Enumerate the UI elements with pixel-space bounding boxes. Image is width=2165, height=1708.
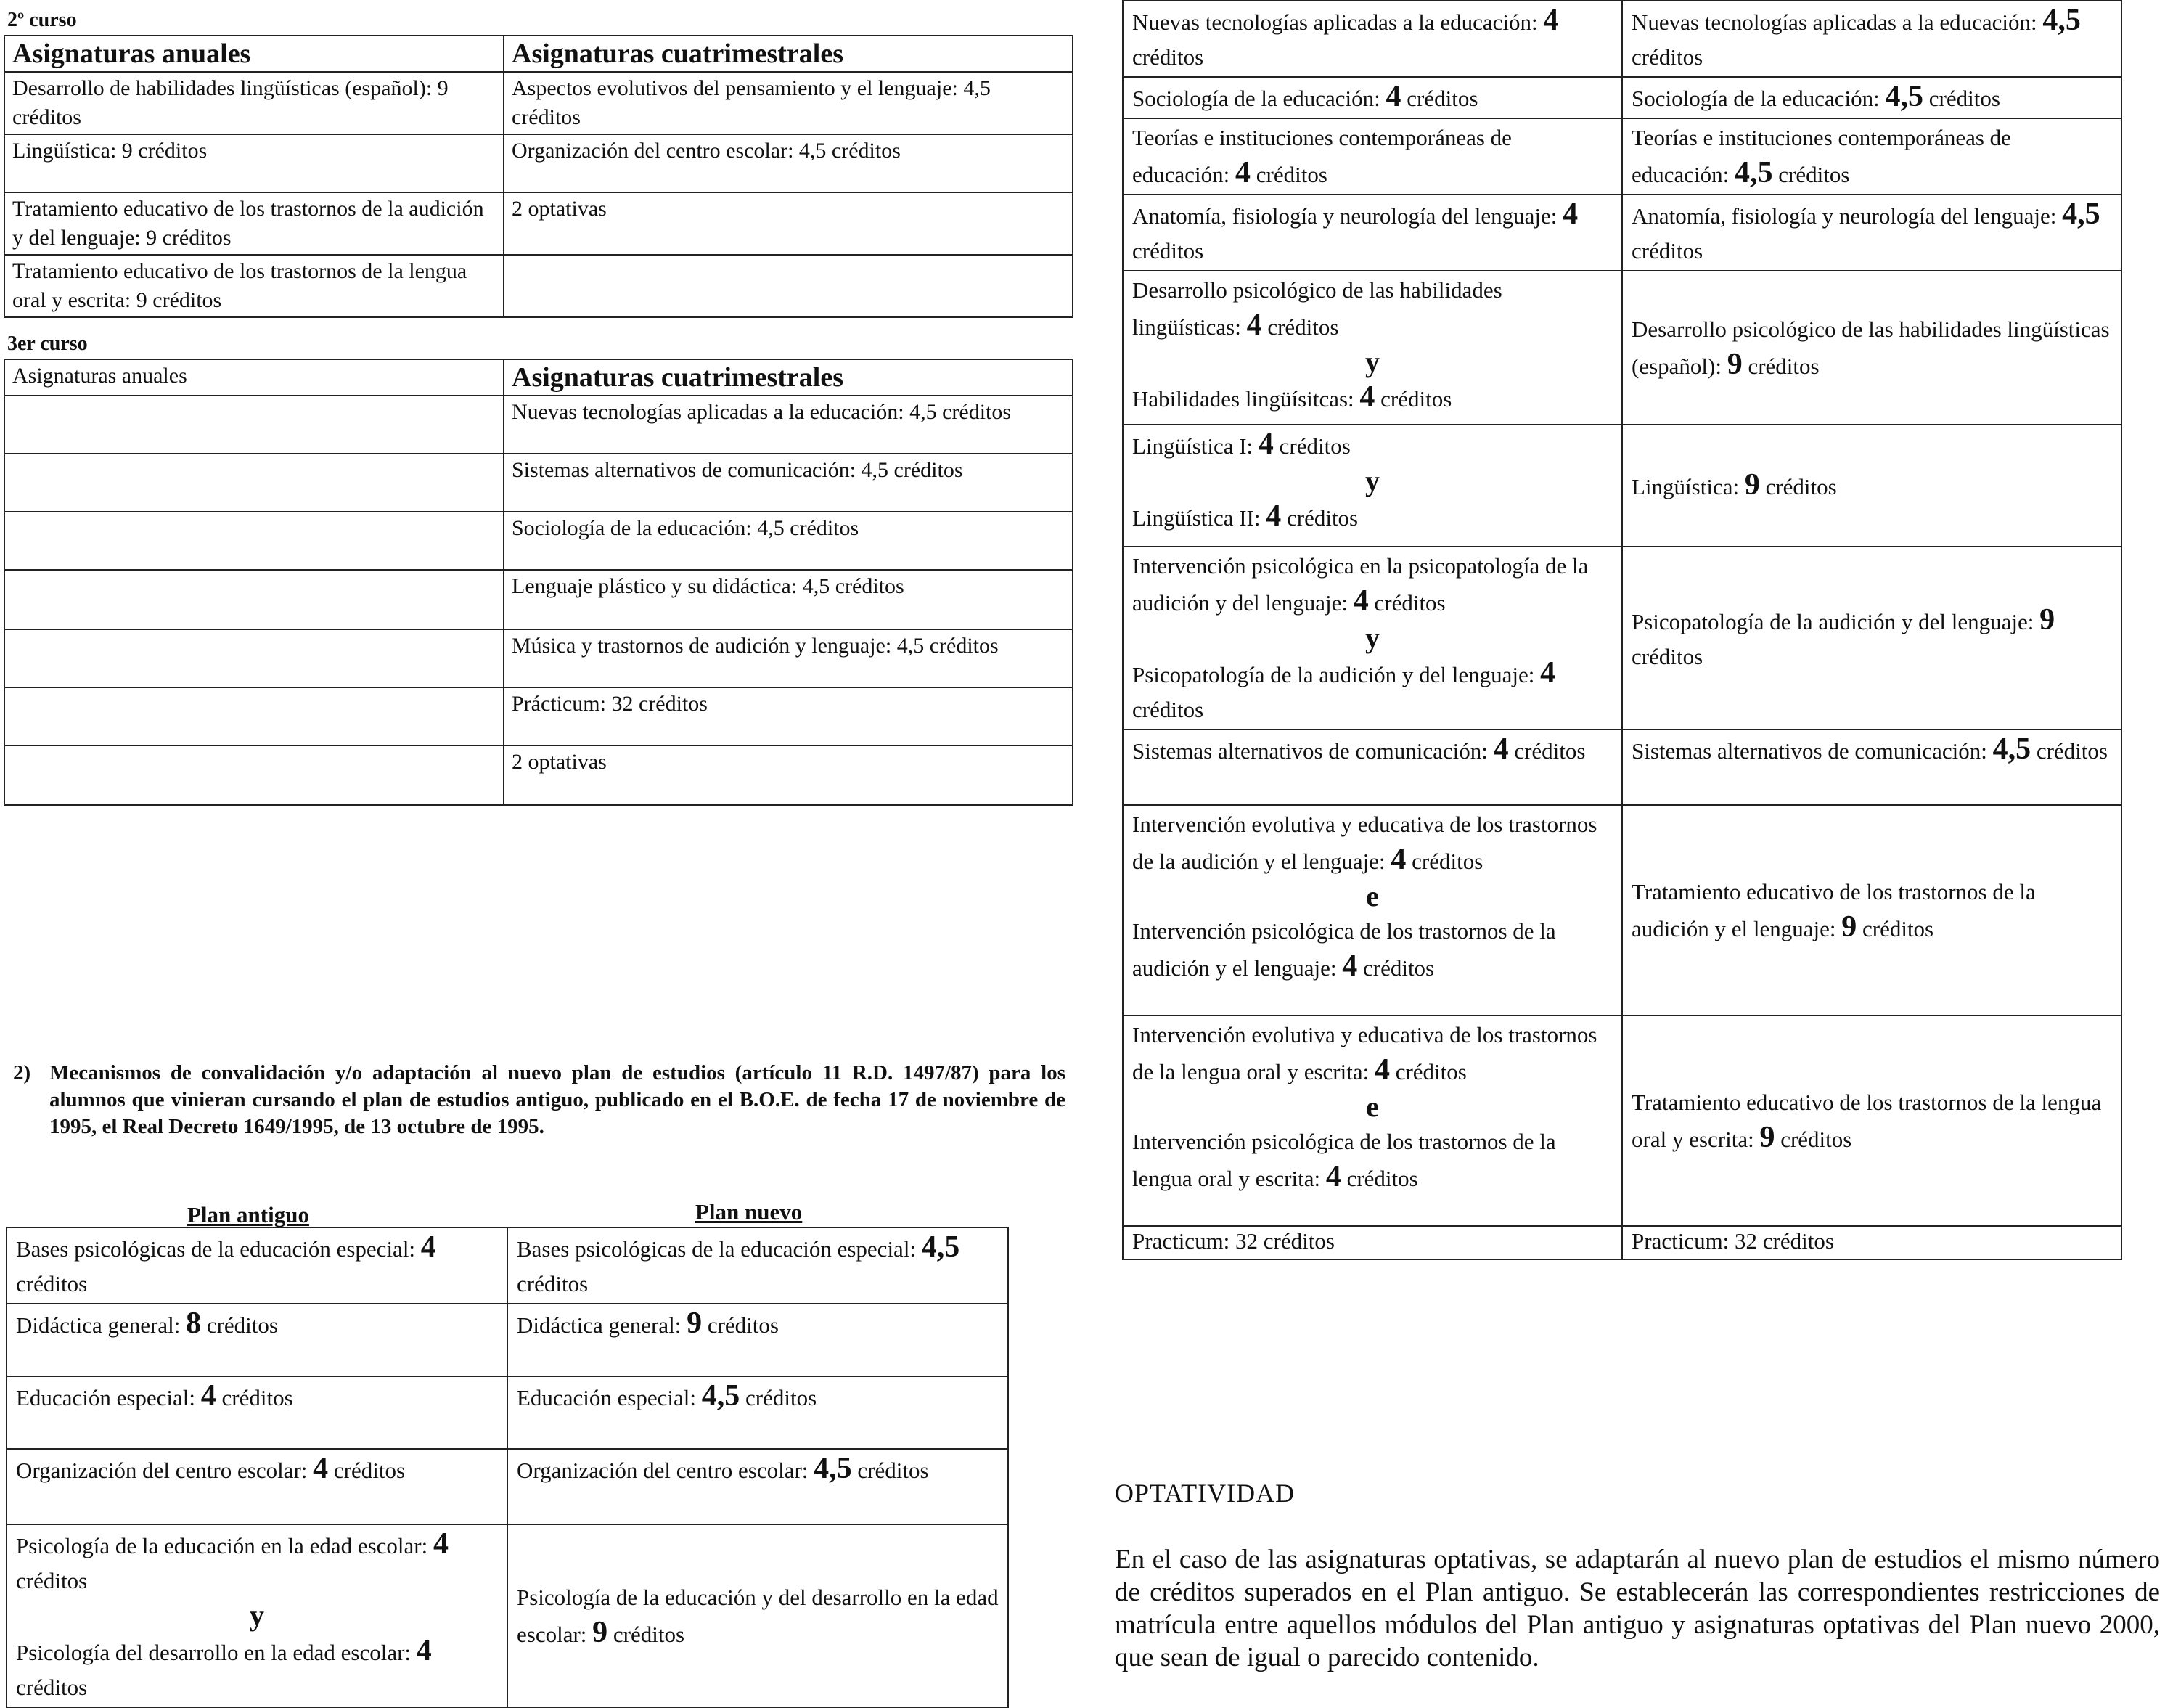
- plan-nuevo-cell: Practicum: 32 créditos: [1622, 1226, 2121, 1259]
- subject-entry: [1632, 79, 2112, 116]
- credit-value: 4: [313, 1452, 329, 1485]
- subject-name: Teorías e instituciones contemporáneas de educación:: [1632, 125, 2011, 187]
- subject-name: Lingüística II:: [1132, 505, 1266, 531]
- credit-unit: créditos: [2031, 738, 2108, 764]
- credit-unit: créditos: [1132, 697, 1204, 722]
- table-cell: Sociología de la educación: 4,5 créditos: [504, 512, 1073, 570]
- table-cell: Sistemas alternativos de comunicación: 4,5 créditos: [504, 454, 1073, 512]
- table-row: [7, 1376, 1008, 1449]
- subject-name: Anatomía, fisiología y neurología del lenguaje:: [1632, 203, 2063, 229]
- credit-value: 4: [1266, 499, 1282, 533]
- credit-value: 9: [1759, 1120, 1775, 1154]
- table-cell: Tratamiento educativo de los trastornos de la lengua oral y escrita: 9 créditos: [4, 255, 504, 317]
- table-row: [4, 192, 1073, 255]
- credit-unit: créditos: [1406, 849, 1483, 874]
- curso3-title: 3er curso: [7, 332, 88, 355]
- subject-entry: [517, 1306, 999, 1343]
- curso2-header-anuales: Asignaturas anuales: [4, 36, 504, 72]
- table-cell: Desarrollo de habilidades lingüísticas (español): 9 créditos: [4, 72, 504, 134]
- subject-name: Psicología del desarrollo en la edad escolar:: [16, 1640, 417, 1665]
- table-row: [1123, 425, 2121, 547]
- table-cell: 2 optativas: [504, 745, 1073, 805]
- credit-unit: créditos: [1357, 955, 1435, 981]
- credit-unit: créditos: [1775, 1126, 1852, 1152]
- plan-antiguo-cell: [7, 1376, 507, 1449]
- table-cell: [4, 570, 504, 629]
- convalidation-table-right: [1122, 0, 2122, 1260]
- subject-entry: [1132, 3, 1613, 75]
- plan-antiguo-cell: [7, 1524, 507, 1707]
- subject-entry: [1132, 79, 1613, 116]
- subject-entry: [1632, 197, 2112, 269]
- credit-unit: créditos: [1632, 238, 1703, 263]
- credit-value: 4: [420, 1230, 436, 1264]
- subject-name: Psicopatología de la audición y del lenguaje:: [1632, 608, 2040, 634]
- table-row: [1123, 118, 2121, 195]
- subject-name: Intervención evolutiva y educativa de los trastornos de la audición y el lenguaje:: [1132, 812, 1597, 874]
- table-row: [7, 1449, 1008, 1524]
- subject-name: Lingüística:: [1632, 473, 1745, 499]
- subject-name: Organización del centro escolar:: [16, 1458, 314, 1483]
- credit-value: 4: [200, 1379, 216, 1413]
- credit-unit: créditos: [1389, 1059, 1467, 1084]
- subject-entry: [1132, 427, 1613, 464]
- subject-name: Sociología de la educación:: [1632, 86, 1886, 111]
- plan-nuevo-cell: [507, 1376, 1008, 1449]
- credit-unit: créditos: [328, 1458, 406, 1483]
- subject-name: Lingüística I:: [1132, 433, 1259, 459]
- table-cell: [4, 745, 504, 805]
- table-row: [4, 134, 1073, 192]
- credit-value: 4: [1258, 428, 1274, 461]
- subject-entry: [517, 1580, 999, 1652]
- plan-nuevo-cell: [1622, 730, 2121, 805]
- credit-unit: créditos: [216, 1385, 293, 1410]
- subject-name: Psicopatología de la audición y del lenguaje:: [1132, 662, 1541, 687]
- subject-entry: [1132, 549, 1613, 621]
- credit-unit: créditos: [201, 1312, 278, 1338]
- credit-unit: créditos: [517, 1271, 589, 1296]
- section2-text: Mecanismos de convalidación y/o adaptación al nuevo plan de estudios (artículo 11 R.D. 1497/87) para los alumnos que vinieran cursando el plan de estudios antiguo, publicado en el B.O.E. de fecha 17 de noviembre de 1995, el Real Decreto 1649/1995, de 13 octubre de 1995.: [49, 1061, 1065, 1138]
- subject-entry: [1632, 1085, 2112, 1157]
- credit-unit: créditos: [1632, 44, 1703, 70]
- subject-entry: [1132, 197, 1613, 269]
- subject-name: Sistemas alternativos de comunicación:: [1132, 738, 1494, 764]
- subject-entry: [517, 1378, 999, 1415]
- table-cell: Música y trastornos de audición y lenguaje: 4,5 créditos: [504, 629, 1073, 687]
- subject-name: Desarrollo psicológico de las habilidades lingüísticas (español):: [1632, 316, 2110, 379]
- credit-unit: créditos: [1923, 86, 2000, 111]
- table-cell: Tratamiento educativo de los trastornos de la audición y del lenguaje: 9 créditos: [4, 192, 504, 255]
- table-cell: 2 optativas: [504, 192, 1073, 255]
- subject-entry: [1132, 273, 1613, 345]
- subject-name: Educación especial:: [16, 1385, 201, 1410]
- plan-nuevo-cell: [1622, 547, 2121, 730]
- conjunction: y: [1365, 621, 1380, 654]
- subject-name: Educación especial:: [517, 1385, 702, 1410]
- table-row: [4, 570, 1073, 629]
- table-cell: Nuevas tecnologías aplicadas a la educación: 4,5 créditos: [504, 396, 1073, 454]
- subject-entry: [517, 1230, 999, 1302]
- plan-nuevo-cell: [507, 1304, 1008, 1376]
- credit-value: 4: [416, 1634, 432, 1667]
- convalidation-table-left: [6, 1227, 1009, 1708]
- plan-nuevo-cell: [507, 1449, 1008, 1524]
- subject-name: Bases psicológicas de la educación especial:: [16, 1236, 421, 1262]
- table-row: [1123, 1016, 2121, 1226]
- subject-name: Didáctica general:: [16, 1312, 187, 1338]
- header-plan-antiguo: Plan antiguo: [187, 1202, 309, 1227]
- optatividad-text: En el caso de las asignaturas optativas, se adaptarán al nuevo plan de estudios el mismo número de créditos superados en el Plan antiguo. Se establecerán las correspondientes restricciones de matrícula entre aquellos módulos del Plan antiguo y asignaturas optativas del Plan nuevo 2000, que sean de igual o parecido contenido.: [1115, 1545, 2160, 1672]
- credit-unit: créditos: [1759, 473, 1837, 499]
- plan-nuevo-cell: [1622, 805, 2121, 1016]
- plan-antiguo-cell: [1123, 77, 1622, 118]
- plan-antiguo-cell: [1123, 1016, 1622, 1226]
- credit-value: 4: [1563, 197, 1579, 231]
- plan-nuevo-cell: [1622, 77, 2121, 118]
- plan-antiguo-cell: [1123, 547, 1622, 730]
- conjunction: y: [250, 1599, 264, 1632]
- credit-value: 4,5: [921, 1230, 960, 1264]
- table-cell: Lenguaje plástico y su didáctica: 4,5 créditos: [504, 570, 1073, 629]
- credit-value: 4: [1540, 656, 1556, 690]
- subject-name: Intervención psicológica de los trastornos de la lengua oral y escrita:: [1132, 1129, 1556, 1191]
- curso2-table: [4, 35, 1073, 318]
- subject-entry: [16, 1633, 498, 1705]
- table-row: [1123, 547, 2121, 730]
- plan-antiguo-cell: [1123, 118, 1622, 195]
- table-cell: Lingüística: 9 créditos: [4, 134, 504, 192]
- credit-value: 9: [1841, 910, 1857, 944]
- plan-antiguo-cell: [1123, 195, 1622, 271]
- credit-unit: créditos: [1132, 238, 1204, 263]
- subject-name: Anatomía, fisiología y neurología del lenguaje:: [1132, 203, 1563, 229]
- conjunction: e: [1366, 880, 1379, 912]
- subject-name: Nuevas tecnologías aplicadas a la educación:: [1132, 9, 1544, 35]
- credit-unit: créditos: [1375, 386, 1452, 412]
- credit-value: 9: [1727, 347, 1743, 381]
- table-row: [4, 687, 1073, 745]
- credit-value: 4: [1353, 584, 1369, 618]
- subject-entry: [1632, 312, 2112, 384]
- subject-name: Bases psicológicas de la educación especial:: [517, 1236, 922, 1262]
- credit-value: 9: [1744, 467, 1760, 502]
- credit-value: 4: [1493, 732, 1509, 766]
- plan-nuevo-cell: [1622, 118, 2121, 195]
- section2-number: 2): [13, 1061, 31, 1084]
- curso3-header-cuatrimestrales: Asignaturas cuatrimestrales: [504, 359, 1073, 396]
- credit-value: 4: [1359, 380, 1375, 414]
- subject-entry: [1132, 1124, 1613, 1196]
- credit-value: 9: [687, 1307, 703, 1340]
- subject-name: Desarrollo psicológico de las habilidades lingüísticas:: [1132, 277, 1502, 340]
- credit-value: 8: [186, 1307, 202, 1340]
- subject-entry: [16, 1451, 498, 1488]
- credit-unit: créditos: [1132, 44, 1204, 70]
- subject-name: Didáctica general:: [517, 1312, 687, 1338]
- subject-name: Psicología de la educación y del desarrollo en la edad escolar:: [517, 1584, 999, 1647]
- table-row: [4, 255, 1073, 317]
- subject-entry: [1632, 467, 2112, 504]
- curso3-table: [4, 359, 1073, 806]
- subject-entry: [16, 1378, 498, 1415]
- plan-nuevo-cell: [1622, 1016, 2121, 1226]
- subject-name: Teorías e instituciones contemporáneas de educación:: [1132, 125, 1512, 187]
- table-cell: [4, 512, 504, 570]
- subject-name: Sistemas alternativos de comunicación:: [1632, 738, 1993, 764]
- credit-value: 4: [1235, 156, 1251, 189]
- subject-entry: [1632, 875, 2112, 947]
- optatividad-title: OPTATIVIDAD: [1115, 1479, 1296, 1508]
- credit-value: 4,5: [1992, 732, 2031, 766]
- credit-value: 4: [1374, 1053, 1390, 1087]
- credit-value: 4,5: [2062, 197, 2100, 231]
- credit-value: 4: [1342, 949, 1358, 983]
- subject-entry: [1632, 3, 2112, 75]
- credit-value: 4,5: [1735, 156, 1773, 189]
- credit-value: 9: [2039, 602, 2055, 637]
- table-row: [4, 454, 1073, 512]
- table-cell: [4, 396, 504, 454]
- credit-value: 4,5: [701, 1379, 740, 1413]
- table-cell: Aspectos evolutivos del pensamiento y el lenguaje: 4,5 créditos: [504, 72, 1073, 134]
- credit-unit: créditos: [1281, 505, 1359, 531]
- credit-unit: créditos: [16, 1568, 88, 1593]
- credit-unit: créditos: [1261, 314, 1339, 340]
- subject-entry: [517, 1451, 999, 1488]
- credit-value: 4: [1543, 4, 1559, 37]
- subject-name: Intervención psicológica en la psicopatología de la audición y del lenguaje:: [1132, 553, 1589, 616]
- plan-antiguo-cell: [1123, 805, 1622, 1016]
- table-row: [1123, 730, 2121, 805]
- table-cell: [4, 629, 504, 687]
- table-row: [4, 745, 1073, 805]
- table-row: [7, 1524, 1008, 1707]
- header-plan-nuevo: Plan nuevo: [695, 1199, 803, 1225]
- subject-entry: [1132, 1018, 1613, 1090]
- subject-entry: [1132, 807, 1613, 879]
- credit-value: 4: [1386, 80, 1401, 113]
- plan-nuevo-cell: [1622, 1, 2121, 77]
- plan-nuevo-cell: [1622, 271, 2121, 425]
- subject-name: Psicología de la educación en la edad escolar:: [16, 1533, 433, 1558]
- credit-unit: créditos: [1772, 162, 1850, 187]
- subject-entry: [16, 1230, 498, 1302]
- credit-unit: créditos: [702, 1312, 779, 1338]
- table-row: [7, 1227, 1008, 1304]
- table-row: [4, 512, 1073, 570]
- subject-entry: [1632, 732, 2112, 769]
- table-row: [4, 629, 1073, 687]
- subject-name: Habilidades lingüísitcas:: [1132, 386, 1360, 412]
- table-row: [1123, 1226, 2121, 1259]
- credit-unit: créditos: [1857, 915, 1934, 941]
- table-row: [1123, 1, 2121, 77]
- plan-antiguo-cell: [1123, 1, 1622, 77]
- credit-unit: créditos: [1508, 738, 1586, 764]
- subject-name: Intervención evolutiva y educativa de los trastornos de la lengua oral y escrita:: [1132, 1022, 1597, 1084]
- table-row: [1123, 77, 2121, 118]
- credit-value: 4: [433, 1527, 449, 1561]
- credit-unit: créditos: [740, 1385, 817, 1410]
- table-cell: Organización del centro escolar: 4,5 créditos: [504, 134, 1073, 192]
- table-row: [4, 396, 1073, 454]
- subject-entry: [1132, 732, 1613, 769]
- credit-unit: créditos: [16, 1271, 88, 1296]
- curso2-header-cuatrimestrales: Asignaturas cuatrimestrales: [504, 36, 1073, 72]
- plan-nuevo-cell: [1622, 195, 2121, 271]
- credit-value: 4: [1246, 308, 1262, 342]
- credit-unit: créditos: [1368, 590, 1446, 616]
- subject-entry: [1132, 499, 1613, 536]
- subject-name: Intervención psicológica de los trastornos de la audición y el lenguaje:: [1132, 918, 1556, 981]
- credit-unit: créditos: [851, 1458, 929, 1483]
- table-row: [1123, 271, 2121, 425]
- subject-name: Tratamiento educativo de los trastornos de la lengua oral y escrita:: [1632, 1089, 2102, 1152]
- credit-value: 4: [1391, 843, 1407, 876]
- subject-entry: [1132, 380, 1613, 417]
- plan-antiguo-cell: Practicum: 32 créditos: [1123, 1226, 1622, 1259]
- subject-entry: [1132, 914, 1613, 986]
- conjunction: y: [1365, 346, 1380, 378]
- table-cell: [4, 454, 504, 512]
- credit-unit: créditos: [1632, 643, 1703, 669]
- plan-nuevo-cell: [1622, 425, 2121, 547]
- section2: [13, 1060, 1065, 1140]
- subject-entry: [1632, 602, 2112, 674]
- credit-value: 9: [592, 1615, 608, 1649]
- subject-name: Nuevas tecnologías aplicadas a la educación:: [1632, 9, 2043, 35]
- credit-value: 4,5: [814, 1452, 852, 1485]
- table-row: [4, 72, 1073, 134]
- plan-nuevo-cell: [507, 1524, 1008, 1707]
- table-row: [1123, 805, 2121, 1016]
- plan-antiguo-cell: [7, 1449, 507, 1524]
- table-cell: Prácticum: 32 créditos: [504, 687, 1073, 745]
- curso3-header-anuales: Asignaturas anuales: [4, 359, 504, 396]
- table-cell: [504, 255, 1073, 317]
- credit-value: 4,5: [1885, 80, 1923, 113]
- subject-entry: [16, 1527, 498, 1598]
- plan-antiguo-cell: [1123, 730, 1622, 805]
- plan-nuevo-cell: [507, 1227, 1008, 1304]
- credit-unit: créditos: [1273, 433, 1351, 459]
- subject-name: Sociología de la educación:: [1132, 86, 1386, 111]
- subject-name: Organización del centro escolar:: [517, 1458, 814, 1483]
- conjunction: e: [1366, 1090, 1379, 1123]
- table-row: [1123, 195, 2121, 271]
- subject-entry: [16, 1306, 498, 1343]
- credit-unit: créditos: [1742, 353, 1820, 379]
- credit-value: 4: [1325, 1160, 1341, 1193]
- plan-antiguo-cell: [7, 1304, 507, 1376]
- curso2-title: 2º curso: [7, 9, 77, 31]
- table-cell: [4, 687, 504, 745]
- subject-entry: [1132, 120, 1613, 192]
- subject-entry: [1632, 120, 2112, 192]
- credit-unit: créditos: [1401, 86, 1478, 111]
- plan-antiguo-cell: [7, 1227, 507, 1304]
- subject-name: Tratamiento educativo de los trastornos de la audición y el lenguaje:: [1632, 878, 2036, 941]
- plan-antiguo-cell: [1123, 271, 1622, 425]
- credit-unit: créditos: [16, 1675, 88, 1700]
- conjunction: y: [1365, 465, 1380, 497]
- credit-value: 4,5: [2042, 4, 2081, 37]
- table-row: [7, 1304, 1008, 1376]
- credit-unit: créditos: [607, 1621, 685, 1647]
- subject-entry: [1132, 655, 1613, 727]
- plan-antiguo-cell: [1123, 425, 1622, 547]
- credit-unit: créditos: [1341, 1166, 1418, 1191]
- credit-unit: créditos: [1251, 162, 1327, 187]
